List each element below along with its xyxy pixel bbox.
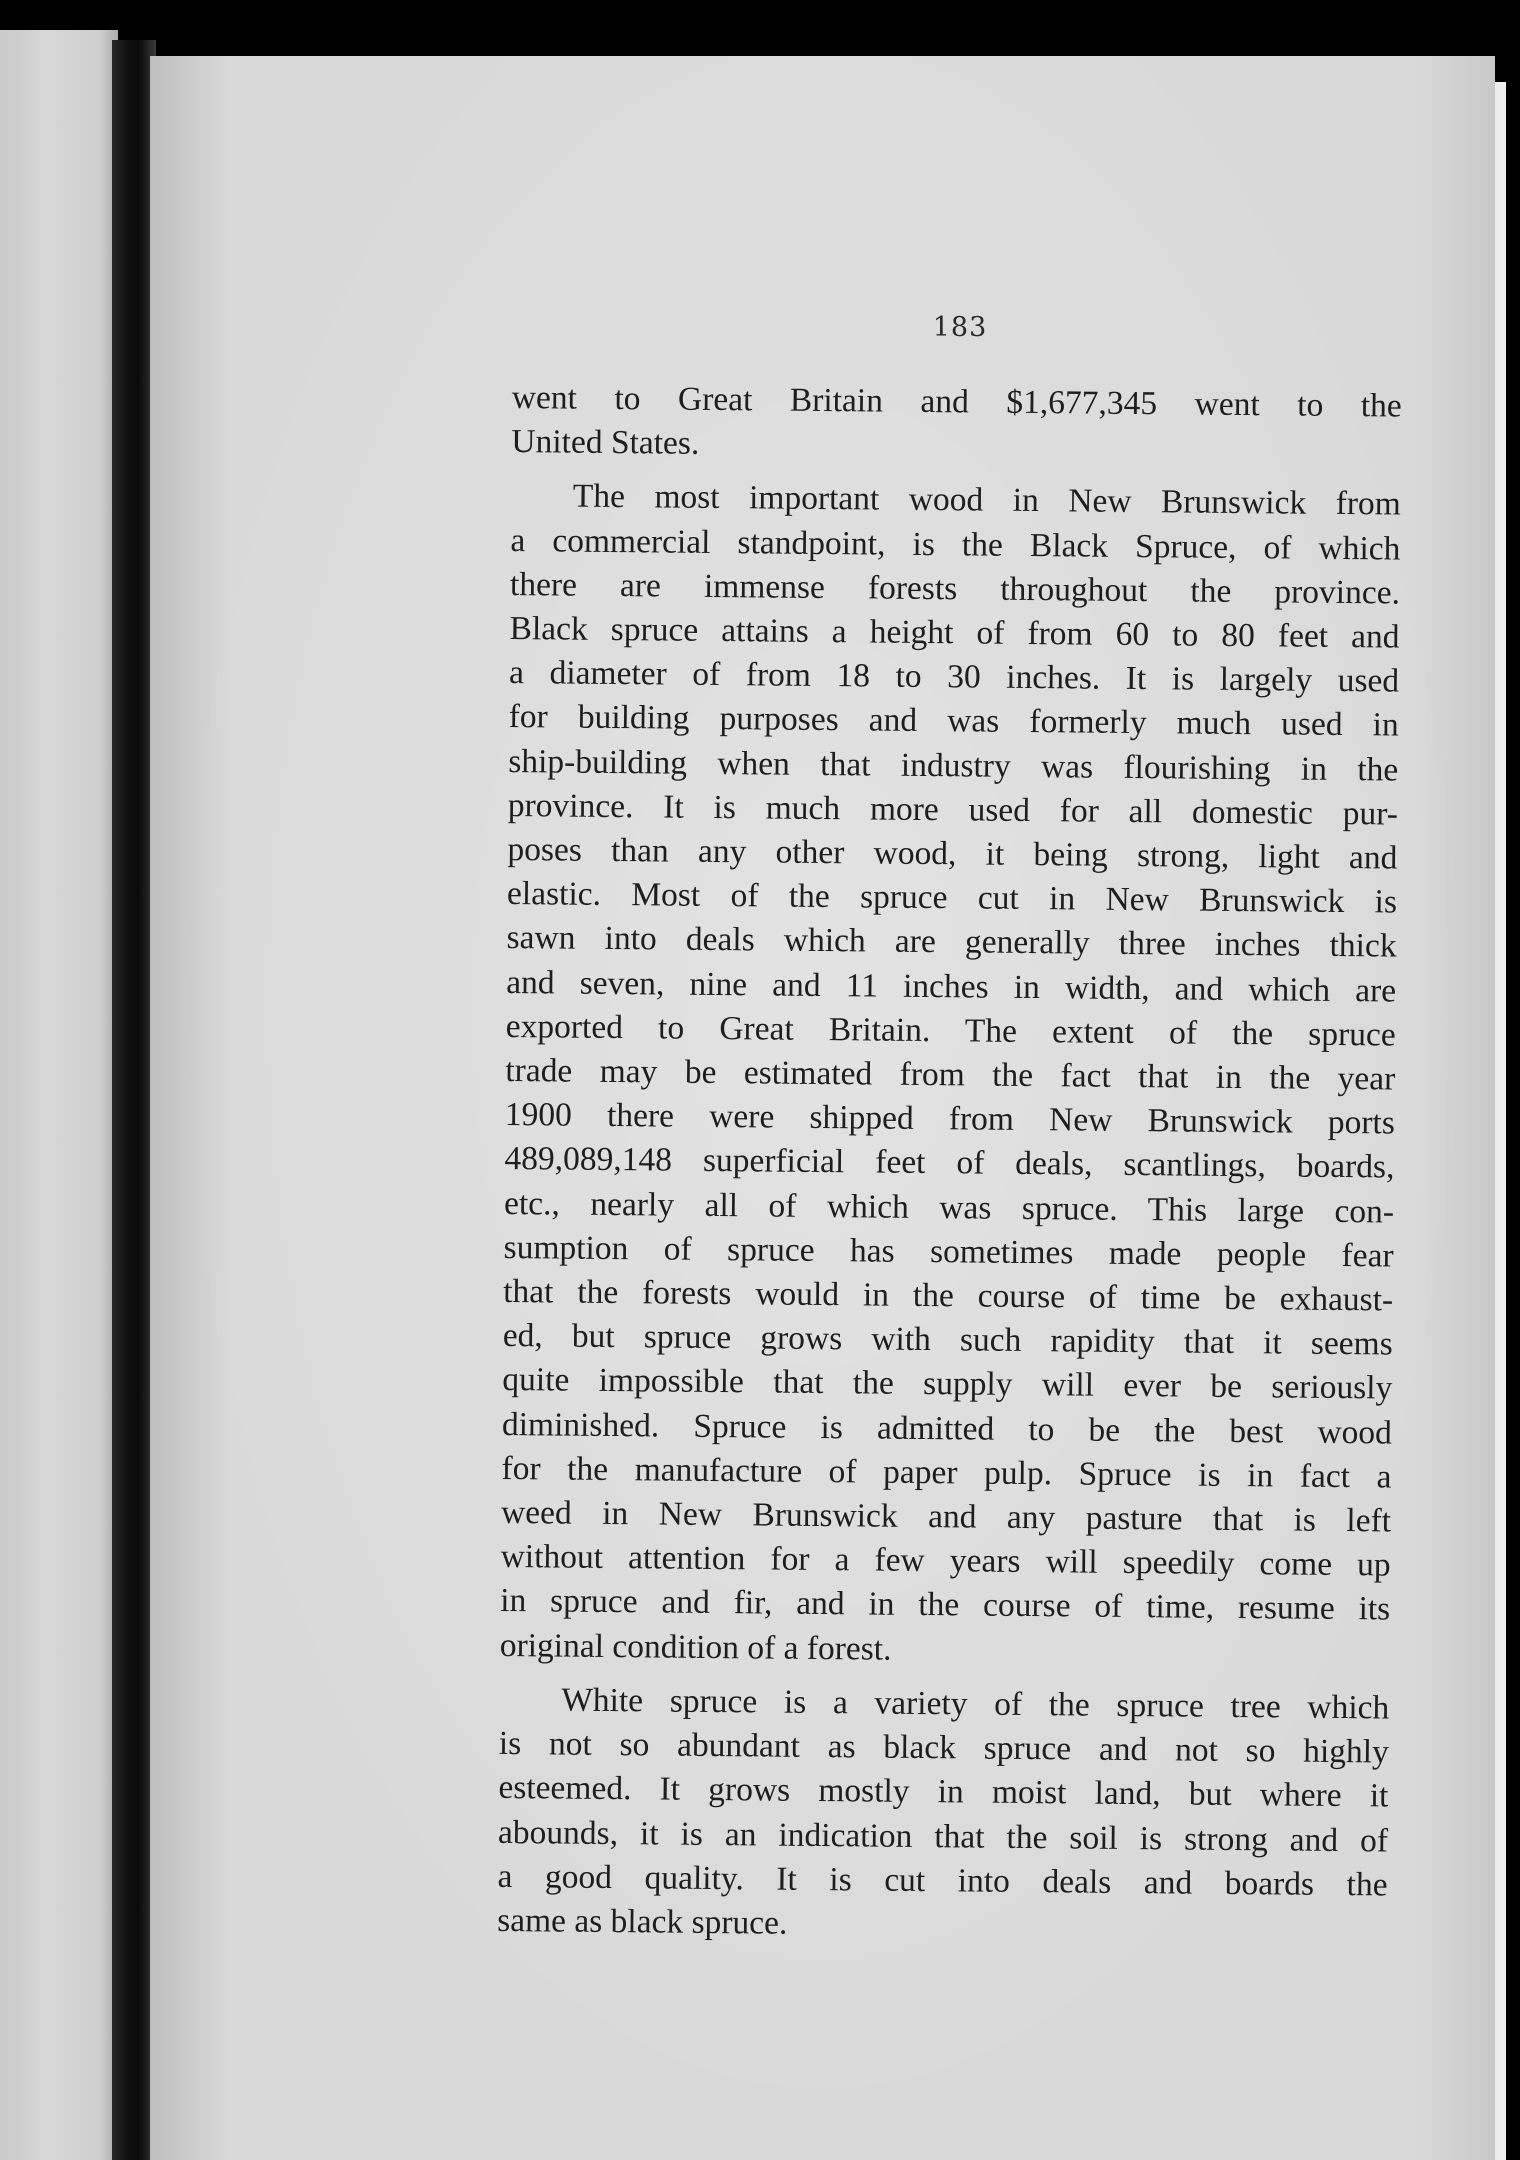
text-line: ed, but spruce grows with such rapidity that it seems xyxy=(502,1317,1393,1363)
text-line: quite impossible that the supply will ever be seriously xyxy=(502,1361,1393,1407)
text-line: same as black spruce. xyxy=(496,1901,788,1942)
text-line: for building purposes and was formerly much used in xyxy=(508,698,1399,744)
text-line: went to Great Britain and $1,677,345 went to the xyxy=(511,378,1402,425)
text-line: Black spruce attains a height of from 60 to 80 feet and xyxy=(509,610,1400,656)
text-line: ship-building when that industry was flourishing in the xyxy=(508,742,1399,789)
text-line: that the forests would in the course of time be exhaust- xyxy=(503,1273,1394,1319)
text-line: etc., nearly all of which was spruce. This large con- xyxy=(503,1184,1395,1231)
paragraph xyxy=(500,474,1401,1676)
text-line: a diameter of from 18 to 30 inches. It is largely used xyxy=(508,654,1400,700)
text-line: a good quality. It is cut into deals and boards the xyxy=(497,1857,1388,1904)
text-line: The most important wood in New Brunswick from xyxy=(572,477,1401,523)
facing-page-edge xyxy=(0,30,118,2160)
book-page xyxy=(150,56,1495,2160)
text-line: in spruce and fir, and in the course of time, resume its xyxy=(500,1582,1391,1628)
text-line: weed in New Brunswick and any pasture that is left xyxy=(500,1494,1392,1540)
text-line: poses than any other wood, it being strong, light and xyxy=(507,831,1398,877)
paragraph xyxy=(511,376,1402,473)
text-line: elastic. Most of the spruce cut in New Brunswick is xyxy=(506,875,1398,921)
text-line: diminished. Spruce is admitted to be the best wood xyxy=(501,1405,1393,1452)
text-line: 1900 there were shipped from New Brunswick ports xyxy=(504,1096,1396,1142)
text-line: and seven, nine and 11 inches in width, and which are xyxy=(506,963,1397,1010)
text-line: esteemed. It grows mostly in moist land, but where it xyxy=(498,1769,1389,1815)
text-line: without attention for a few years will speedily come up xyxy=(500,1538,1391,1584)
text-line: United States. xyxy=(511,423,700,463)
text-line: province. It is much more used for all domestic pur- xyxy=(507,786,1399,833)
page-number: 183 xyxy=(932,312,988,343)
text-line: exported to Great Britain. The extent of the spruce xyxy=(505,1007,1396,1054)
text-line: original condition of a forest. xyxy=(499,1626,892,1668)
text-line: 489,089,148 superficial feet of deals, scantlings, boards, xyxy=(504,1140,1395,1186)
text-line: White spruce is a variety of the spruce tree which xyxy=(561,1681,1390,1727)
text-line: sawn into deals which are generally three inches thick xyxy=(506,919,1397,965)
paragraph xyxy=(497,1678,1390,1952)
text-line: trade may be estimated from the fact that in the year xyxy=(505,1052,1396,1098)
text-line: for the manufacture of paper pulp. Spruce is in fact a xyxy=(501,1449,1392,1496)
text-line: there are immense forests throughout the province. xyxy=(509,565,1401,612)
text-line: a commercial standpoint, is the Black Spruce, of which xyxy=(510,521,1401,568)
text-line: sumption of spruce has sometimes made people fear xyxy=(503,1228,1394,1275)
body-text xyxy=(497,376,1402,1952)
text-line: abounds, it is an indication that the soil is strong and of xyxy=(497,1813,1389,1859)
text-line: is not so abundant as black spruce and not so highly xyxy=(498,1725,1390,1771)
